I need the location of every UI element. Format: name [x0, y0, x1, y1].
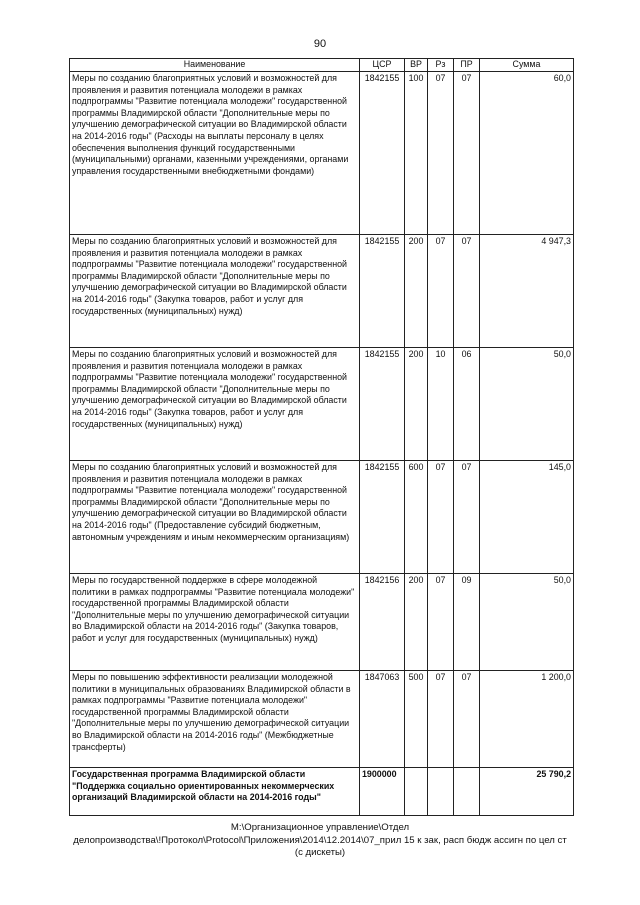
cell-name: Меры по созданию благоприятных условий и возможностей для проявления и развития потенциала молодежи в рамках подпрограммы "Развитие потенциала молодежи" государственной программы Владимирской области "Дополнительные меры по улучшению демографической ситуации во Владимирской области на 2014-2016 годы" (Предоставление субсидий бюджетным, автономным учреждениям и иным некоммерческим организациям) — [70, 461, 360, 574]
header-sum: Сумма — [480, 59, 574, 72]
cell-csr: 1842155 — [360, 461, 405, 574]
header-rz: Рз — [428, 59, 454, 72]
cell-rz: 07 — [428, 671, 454, 768]
cell-csr: 1847063 — [360, 671, 405, 768]
cell-pr: 07 — [454, 235, 480, 348]
cell-csr: 1842155 — [360, 348, 405, 461]
cell-pr: 07 — [454, 461, 480, 574]
footer-line: (с дискеты) — [294, 847, 346, 858]
cell-vr: 200 — [405, 348, 428, 461]
cell-rz: 07 — [428, 72, 454, 235]
header-pr: ПР — [454, 59, 480, 72]
cell-pr: 09 — [454, 574, 480, 671]
cell-vr: 200 — [405, 235, 428, 348]
cell-csr: 1842156 — [360, 574, 405, 671]
cell-name: Меры по повышению эффективности реализации молодежной политики в муниципальных образованиях Владимирской области в рамках подпрограммы "Развитие потенциала молодежи" государственной программы Владимирской области "Дополнительные меры по улучшению демографической ситуации во Владимирской области на 2014-2016 годы" (Межбюджетные трансферты) — [70, 671, 360, 768]
cell-name: Меры по созданию благоприятных условий и возможностей для проявления и развития потенциала молодежи в рамках подпрограммы "Развитие потенциала молодежи" государственной программы Владимирской области "Дополнительные меры по улучшению демографической ситуации во Владимирской области на 2014-2016 годы" (Закупка товаров, работ и услуг для государственных (муниципальных) нужд) — [70, 235, 360, 348]
cell-pr: 07 — [454, 671, 480, 768]
cell-csr: 1842155 — [360, 72, 405, 235]
cell-sum: 50,0 — [480, 574, 574, 671]
cell-rz: 07 — [428, 574, 454, 671]
table-header-row — [70, 59, 574, 72]
page-number: 90 — [313, 38, 327, 50]
table-row — [70, 574, 574, 671]
cell-name: Государственная программа Владимирской области "Поддержка социально ориентированных некоммерческих организаций Владимирской области на 2014-2016 годы" — [70, 768, 360, 816]
cell-sum: 25 790,2 — [480, 768, 574, 816]
table-row — [70, 461, 574, 574]
footer-line: делопроизводства\!Протокол\Protocol\Приложения\2014\12.2014\07_прил 15 к зак, расп бюдж ассигн по цел ст — [73, 834, 567, 846]
cell-rz: 10 — [428, 348, 454, 461]
cell-rz: 07 — [428, 235, 454, 348]
cell-vr: 100 — [405, 72, 428, 235]
table-row — [70, 671, 574, 768]
cell-pr: 06 — [454, 348, 480, 461]
table-row — [70, 348, 574, 461]
cell-name: Меры по государственной поддержке в сфере молодежной политики в рамках подпрограммы "Развитие потенциала молодежи" государственной программы Владимирской области "Дополнительные меры по улучшению демографической ситуации во Владимирской области на 2014-2016 годы" (Закупка товаров, работ и услуг для государственных (муниципальных) нужд) — [70, 574, 360, 671]
cell-sum: 1 200,0 — [480, 671, 574, 768]
footer-line: М:\Организационное управление\Отдел — [230, 822, 410, 833]
cell-sum: 60,0 — [480, 72, 574, 235]
table-row — [70, 768, 574, 816]
file-path-footer — [30, 822, 610, 860]
cell-sum: 4 947,3 — [480, 235, 574, 348]
cell-csr: 1900000 — [360, 768, 405, 816]
cell-sum: 50,0 — [480, 348, 574, 461]
cell-sum: 145,0 — [480, 461, 574, 574]
header-vr: ВР — [405, 59, 428, 72]
budget-table — [69, 58, 574, 816]
table-row — [70, 235, 574, 348]
cell-rz — [428, 768, 454, 816]
cell-name: Меры по созданию благоприятных условий и возможностей для проявления и развития потенциала молодежи в рамках подпрограммы "Развитие потенциала молодежи" государственной программы Владимирской области "Дополнительные меры по улучшению демографической ситуации во Владимирской области на 2014-2016 годы" (Закупка товаров, работ и услуг для государственных (муниципальных) нужд) — [70, 348, 360, 461]
cell-vr — [405, 768, 428, 816]
cell-name: Меры по созданию благоприятных условий и возможностей для проявления и развития потенциала молодежи в рамках подпрограммы "Развитие потенциала молодежи" государственной программы Владимирской области "Дополнительные меры по улучшению демографической ситуации во Владимирской области на 2014-2016 годы" (Расходы на выплаты персоналу в целях обеспечения выполнения функций государственными (муниципальными) органами, казенными учреждениями, органами управления государственными внебюджетными фондами) — [70, 72, 360, 235]
header-name: Наименование — [70, 59, 360, 72]
cell-pr: 07 — [454, 72, 480, 235]
cell-vr: 600 — [405, 461, 428, 574]
cell-vr: 500 — [405, 671, 428, 768]
cell-vr: 200 — [405, 574, 428, 671]
header-csr: ЦСР — [360, 59, 405, 72]
cell-pr — [454, 768, 480, 816]
cell-rz: 07 — [428, 461, 454, 574]
cell-csr: 1842155 — [360, 235, 405, 348]
table-row — [70, 72, 574, 235]
